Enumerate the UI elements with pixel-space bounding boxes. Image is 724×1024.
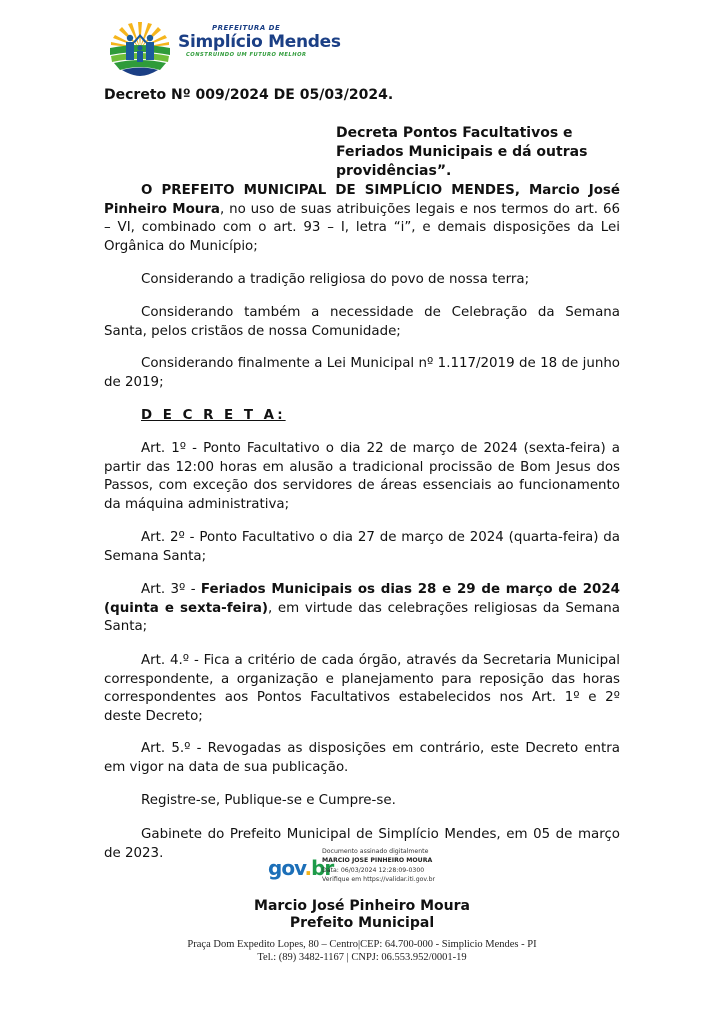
footer-address: Praça Dom Expedito Lopes, 80 – Centro|CEP: 64.700-000 - Simplicio Mendes - PI: [187, 939, 537, 950]
stamp-signer: MARCIO JOSE PINHEIRO MOURA: [322, 857, 433, 865]
article-3-bold: Feriados Municipais os dias 28 e 29 de março de 2024 (quinta e sexta-feira): [104, 582, 620, 616]
signer-name: Marcio José Pinheiro Moura: [254, 898, 470, 914]
logo-slogan: CONSTRUINDO UM FUTURO MELHOR: [186, 52, 307, 58]
article-3-prefix: Art. 3º -: [141, 582, 201, 597]
closing-statement: Registre-se, Publique-se e Cumpre-se.: [141, 793, 396, 808]
decree-ementa: Decreta Pontos Facultativos e Feriados Municipais e dá outras providências”.: [336, 125, 588, 179]
place-date: Gabinete do Prefeito Municipal de Simplício Mendes, em 05 de março de 2023.: [104, 827, 620, 861]
stamp-header: Documento assinado digitalmente: [322, 848, 429, 855]
digital-signature-stamp: [266, 847, 466, 889]
article-4: Art. 4.º - Fica a critério de cada órgão, através da Secretaria Municipal correspondente, a organização e planejamento para reposição das horas correspondentes aos Pontos Facultativos estabelecidos nos Art. 1º e 2º deste Decreto;: [104, 653, 620, 724]
signer-role: Prefeito Municipal: [289, 915, 435, 931]
footer-contact: Tel.: (89) 3482-1167 | CNPJ: 06.553.952/0001-19: [257, 952, 467, 963]
preamble-paragraph: [104, 182, 620, 256]
stamp-details: [322, 847, 435, 885]
article-2: Art. 2º - Ponto Facultativo o dia 27 de março de 2024 (quarta-feira) da Semana Santa;: [104, 530, 620, 564]
decreta-heading: D E C R E T A:: [141, 408, 286, 423]
logo-prefix: PREFEITURA DE: [212, 24, 281, 32]
prefeitura-logo: [108, 18, 348, 76]
article-3-suffix: , em virtude das celebrações religiosas da Semana Santa;: [104, 600, 620, 635]
logo-city-name: Simplício Mendes: [178, 32, 341, 52]
preamble-text: , no uso de suas atribuições legais e nos termos do art. 66 – VI, combinado com o art. 93 – I, letra “i”, e demais disposições da Lei Orgânica do Município;: [104, 201, 621, 254]
preamble-bold-lead: O PREFEITO MUNICIPAL DE SIMPLÍCIO MENDES, Marcio José Pinheiro Moura: [104, 183, 620, 217]
considerando-2: Considerando também a necessidade de Celebração da Semana Santa, pelos cristãos de nossa Comunidade;: [104, 305, 620, 339]
decree-title: Decreto Nº 009/2024 DE 05/03/2024.: [104, 87, 394, 103]
article-3: [104, 581, 620, 637]
sunrise-family-emblem-icon: [108, 18, 172, 76]
govbr-logo-icon: gov.br: [268, 856, 334, 880]
article-1: Art. 1º - Ponto Facultativo o dia 22 de março de 2024 (sexta-feira) a partir das 12:00 horas em alusão a tradicional procissão de Bom Jesus dos Passos, com exceção dos servidores de áreas essenciais ao funcionamento da máquina administrativa;: [104, 441, 620, 512]
logo-text: [178, 24, 341, 58]
considerando-1: Considerando a tradição religiosa do povo de nossa terra;: [141, 272, 530, 287]
stamp-date: Data: 06/03/2024 12:28:09-0300: [322, 866, 425, 874]
article-5: Art. 5.º - Revogadas as disposições em contrário, este Decreto entra em vigor na data de sua publicação.: [104, 741, 620, 775]
considerando-3: Considerando finalmente a Lei Municipal nº 1.117/2019 de 18 de junho de 2019;: [104, 356, 620, 390]
stamp-verify-link[interactable]: Verifique em https://validar.iti.gov.br: [322, 876, 436, 884]
